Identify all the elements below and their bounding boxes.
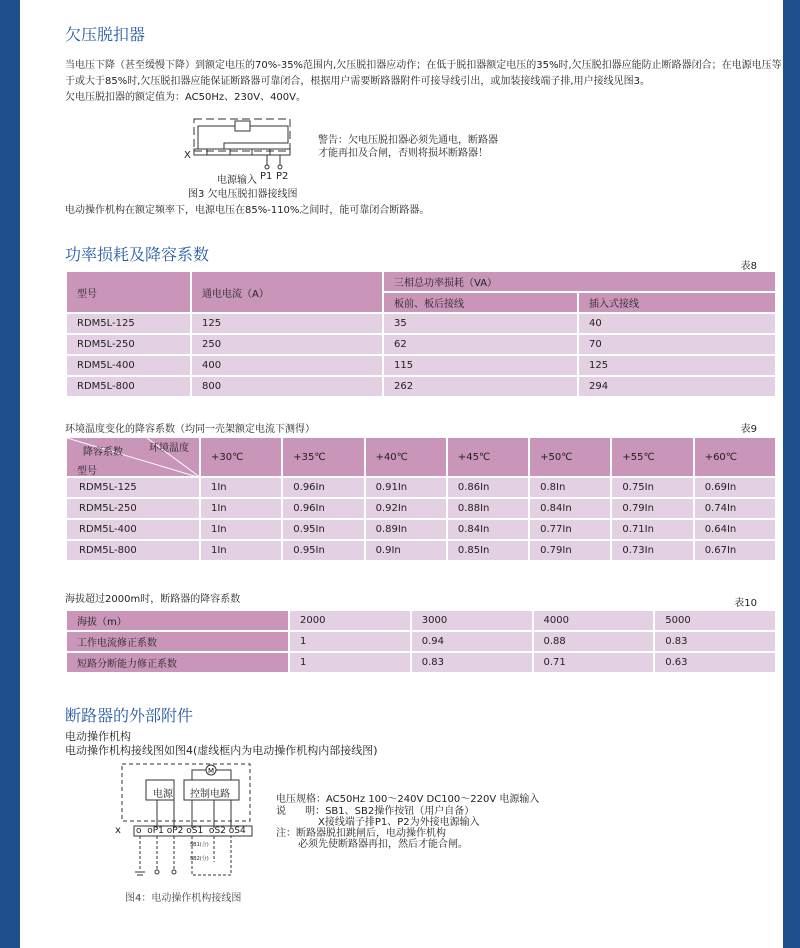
figure4-power-label: 电源 — [153, 789, 173, 800]
table-row — [66, 631, 776, 652]
cell: 0.67In — [694, 540, 776, 561]
table-row — [66, 355, 776, 376]
cell: 70 — [578, 334, 776, 355]
cell: 0.79In — [529, 540, 611, 561]
cell: 0.96In — [282, 477, 364, 498]
cell: 0.86In — [447, 477, 529, 498]
table10-caption: 海拔超过2000m时，断路器的降容系数 — [65, 594, 241, 605]
cell: RDM5L-250 — [66, 334, 191, 355]
table-row — [66, 334, 776, 355]
motor-operation-note: 电动操作机构在额定频率下，电源电压在85%-110%之间时，能可靠闭合断路器。 — [65, 205, 430, 216]
header-plugin: 插入式接线 — [578, 292, 776, 313]
figure4-wiring-diagram — [112, 762, 262, 887]
table9-caption: 环境温度变化的降容系数（均同一壳架额定电流下测得） — [65, 424, 315, 435]
warning-line1: 警告：欠电压脱扣器必须先通电，断路器 — [318, 135, 498, 146]
cell: 0.74In — [694, 498, 776, 519]
cell: 0.79In — [611, 498, 693, 519]
header-temp-col: +30℃ — [200, 437, 282, 477]
figure3-x-label: X — [184, 150, 191, 161]
cell: RDM5L-125 — [66, 477, 200, 498]
cell: 0.95In — [282, 540, 364, 561]
cell: RDM5L-125 — [66, 313, 191, 334]
cell: 0.83 — [654, 631, 776, 652]
cell: 0.83 — [411, 652, 533, 673]
table-row — [66, 519, 776, 540]
table-row — [66, 610, 776, 631]
section-title-undervoltage: 欠压脱扣器 — [65, 25, 146, 44]
motor-icon: M — [207, 767, 215, 775]
cell: 0.95In — [282, 519, 364, 540]
table10-altitude-derating — [65, 609, 777, 674]
figure3-p1-label: P1 — [260, 171, 273, 182]
table-row — [66, 376, 776, 397]
cell: 工作电流修正系数 — [66, 631, 289, 652]
cell: 0.94 — [411, 631, 533, 652]
figure4-sb2: SB2(分) — [190, 856, 209, 862]
cell: 250 — [191, 334, 383, 355]
cell: 0.75In — [611, 477, 693, 498]
cell: 0.88In — [447, 498, 529, 519]
subsection-motor: 电动操作机构 — [65, 730, 131, 743]
header-temp-col: +55℃ — [611, 437, 693, 477]
cell: 0.91In — [365, 477, 447, 498]
cell: 1In — [200, 540, 282, 561]
cell: 0.63 — [654, 652, 776, 673]
figure4-caption: 图4：电动操作机构接线图 — [125, 893, 242, 904]
header-temp-col: +40℃ — [365, 437, 447, 477]
header-temp-col: +35℃ — [282, 437, 364, 477]
cell: RDM5L-800 — [66, 376, 191, 397]
table9-temperature-derating — [65, 436, 777, 562]
cell: 2000 — [289, 610, 411, 631]
cell: 1 — [289, 631, 411, 652]
cell: 800 — [191, 376, 383, 397]
cell: 0.9In — [365, 540, 447, 561]
cell: RDM5L-800 — [66, 540, 200, 561]
cell: 125 — [578, 355, 776, 376]
cell: 0.69In — [694, 477, 776, 498]
figure3-input-label: 电源输入 — [217, 175, 257, 186]
figure3-caption: 图3 欠电压脱扣器接线图 — [188, 189, 298, 200]
note-terminals: X接线端子排P1、P2为外接电源输入 — [318, 817, 480, 828]
header-diagonal — [66, 437, 200, 477]
note-buttons: 说 明：SB1、SB2操作按钮（用户自备） — [276, 806, 475, 817]
undervoltage-description: 当电压下降（甚至缓慢下降）到额定电压的70%-35%范围内,欠压脱扣器应动作；在低于脱扣器额定电压的35%时,欠压脱扣器应能防止断路器闭合；在电源电压等于或大于85%时,欠压脱扣器应能保证断路器可靠闭合，根据用户需要断路器附件可接导线引出，或加装接线端子排,用户接线见图3。 — [65, 60, 782, 87]
cell: 62 — [383, 334, 578, 355]
cell: 0.96In — [282, 498, 364, 519]
cell: 3000 — [411, 610, 533, 631]
cell: RDM5L-400 — [66, 519, 200, 540]
cell: 35 — [383, 313, 578, 334]
section-title-accessories: 断路器的外部附件 — [65, 706, 194, 725]
cell: RDM5L-250 — [66, 498, 200, 519]
cell: 115 — [383, 355, 578, 376]
header-loss: 三相总功率损耗（VA） — [383, 271, 776, 292]
warning-line2: 才能再扣及合闸，否则将损坏断路器！ — [318, 148, 488, 159]
header-temp-col: +45℃ — [447, 437, 529, 477]
cell: 1In — [200, 519, 282, 540]
cell: 0.64In — [694, 519, 776, 540]
note-reset: 必须先使断路器再扣，然后才能合闸。 — [298, 839, 468, 850]
page — [20, 0, 783, 948]
section-title-power-loss: 功率损耗及降容系数 — [65, 245, 210, 264]
cell: 125 — [191, 313, 383, 334]
header-current: 通电电流（A） — [191, 271, 383, 313]
cell: 0.71In — [611, 519, 693, 540]
note-trip: 注：断路器脱扣跳闸后，电动操作机构 — [276, 828, 446, 839]
cell: 262 — [383, 376, 578, 397]
cell: 0.77In — [529, 519, 611, 540]
header-front: 板前、板后接线 — [383, 292, 578, 313]
table8-tag: 表8 — [740, 261, 757, 272]
table-row — [66, 540, 776, 561]
cell: 4000 — [533, 610, 655, 631]
cell: 0.71 — [533, 652, 655, 673]
header-model: 型号 — [77, 466, 97, 477]
table-row — [66, 477, 776, 498]
cell: 0.85In — [447, 540, 529, 561]
header-temp-col: +50℃ — [529, 437, 611, 477]
cell: 294 — [578, 376, 776, 397]
undervoltage-rating: 欠电压脱扣器的额定值为：AC50Hz、230V、400V。 — [65, 92, 306, 103]
table-row — [66, 652, 776, 673]
cell: 1 — [289, 652, 411, 673]
table8-power-loss — [65, 270, 777, 398]
figure4-sb1: SB1(合) — [190, 842, 209, 848]
header-model: 型号 — [66, 271, 191, 313]
figure3-p2-label: P2 — [276, 171, 289, 182]
cell: 1In — [200, 477, 282, 498]
motor-diagram-description: 电动操作机构接线图如图4(虚线框内为电动操作机构内部接线图) — [65, 744, 378, 757]
cell: 0.8In — [529, 477, 611, 498]
table-row — [66, 313, 776, 334]
cell: 0.92In — [365, 498, 447, 519]
table10-tag: 表10 — [734, 598, 757, 609]
cell: 40 — [578, 313, 776, 334]
cell: RDM5L-400 — [66, 355, 191, 376]
cell: 0.73In — [611, 540, 693, 561]
cell: 0.89In — [365, 519, 447, 540]
header-temp-col: +60℃ — [694, 437, 776, 477]
cell: 0.88 — [533, 631, 655, 652]
voltage-spec: 电压规格：AC50Hz 100～240V DC100～220V 电源输入 — [276, 794, 540, 805]
cell: 1In — [200, 498, 282, 519]
figure4-terminals: o oP1 oP2 oS1 oS2 oS4 — [136, 826, 246, 836]
figure4-control-label: 控制电路 — [190, 789, 230, 800]
header-factor: 降容系数 — [83, 447, 123, 458]
cell: 短路分断能力修正系数 — [66, 652, 289, 673]
table-row — [66, 498, 776, 519]
header-temp: 环境温度 — [149, 443, 189, 454]
cell: 0.84In — [529, 498, 611, 519]
table9-tag: 表9 — [740, 424, 757, 435]
figure4-x-label: x — [115, 825, 121, 836]
cell: 0.84In — [447, 519, 529, 540]
cell: 海拔（m） — [66, 610, 289, 631]
cell: 5000 — [654, 610, 776, 631]
cell: 400 — [191, 355, 383, 376]
